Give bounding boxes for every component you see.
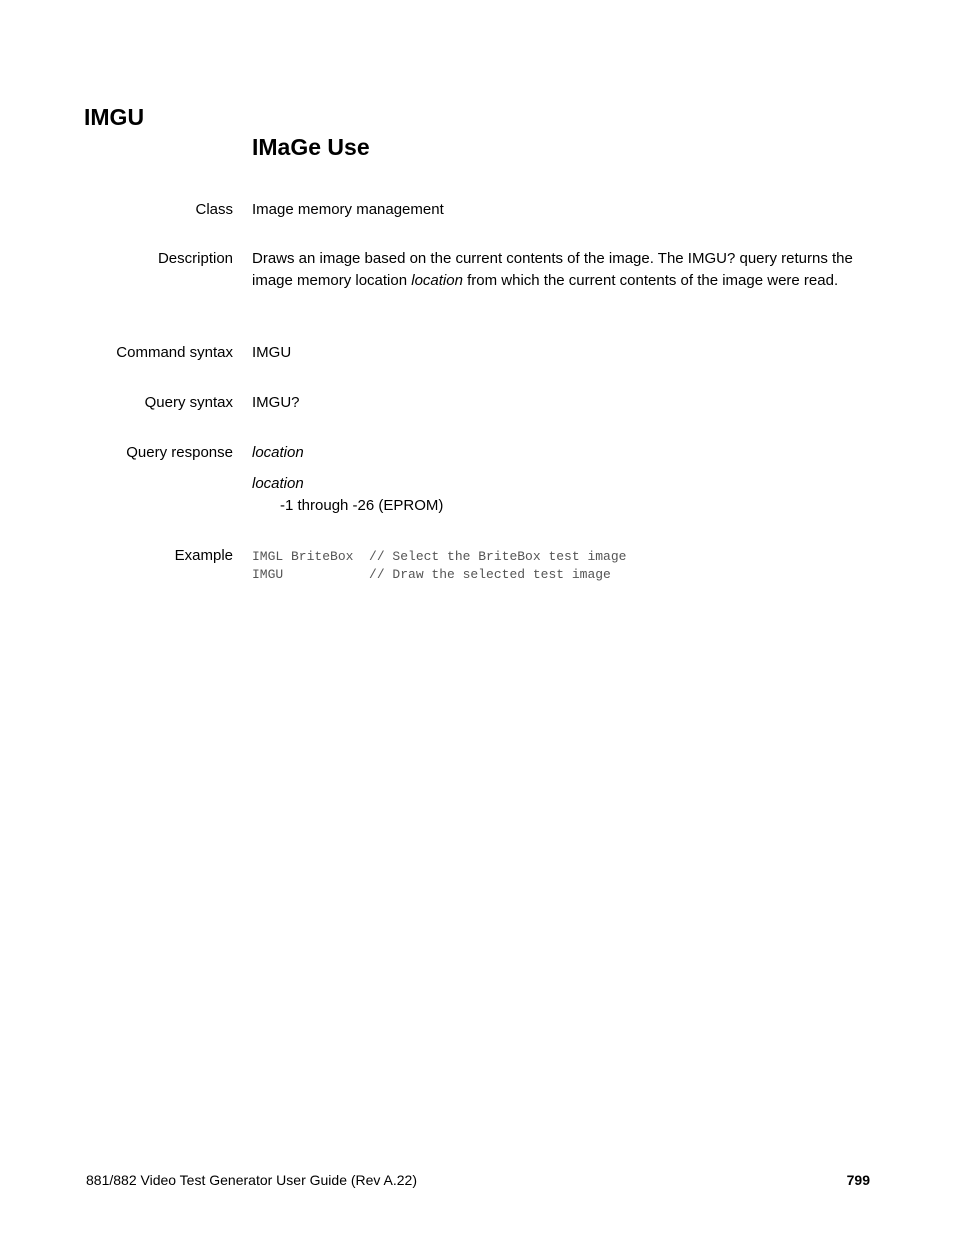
command-syntax-value: IMGU <box>252 344 292 361</box>
command-title: IMaGe Use <box>252 134 370 160</box>
query-syntax-value: IMGU? <box>252 394 300 411</box>
query-syntax-label: Query syntax <box>144 394 233 411</box>
description-label: Description <box>157 250 233 267</box>
query-response-value: location <box>252 444 304 461</box>
description-italic: location <box>411 272 463 289</box>
param-description: -1 through -26 (EPROM) <box>280 497 444 514</box>
description-value <box>252 248 857 292</box>
command-syntax-label: Command syntax <box>116 344 233 361</box>
query-response-label: Query response <box>126 444 233 461</box>
description-text-1: Draws an image based on the current contents of the image. The IMGU? query returns the image memory location <box>252 250 853 289</box>
class-value: Image memory management <box>252 201 444 218</box>
example-code <box>252 548 857 584</box>
footer-guide-title: 881/882 Video Test Generator User Guide (Rev A.22) <box>86 1172 418 1188</box>
example-line-2: IMGU // Draw the selected test image <box>252 567 611 582</box>
class-label: Class <box>195 201 233 218</box>
query-response-block <box>252 442 857 517</box>
example-line-1: IMGL BriteBox // Select the BriteBox test image <box>252 549 627 564</box>
description-text-2: from which the current contents of the image were read. <box>462 272 839 289</box>
example-label: Example <box>174 547 233 564</box>
param-name: location <box>252 475 304 492</box>
footer-page-number: 799 <box>846 1172 870 1188</box>
command-name: IMGU <box>84 104 145 130</box>
